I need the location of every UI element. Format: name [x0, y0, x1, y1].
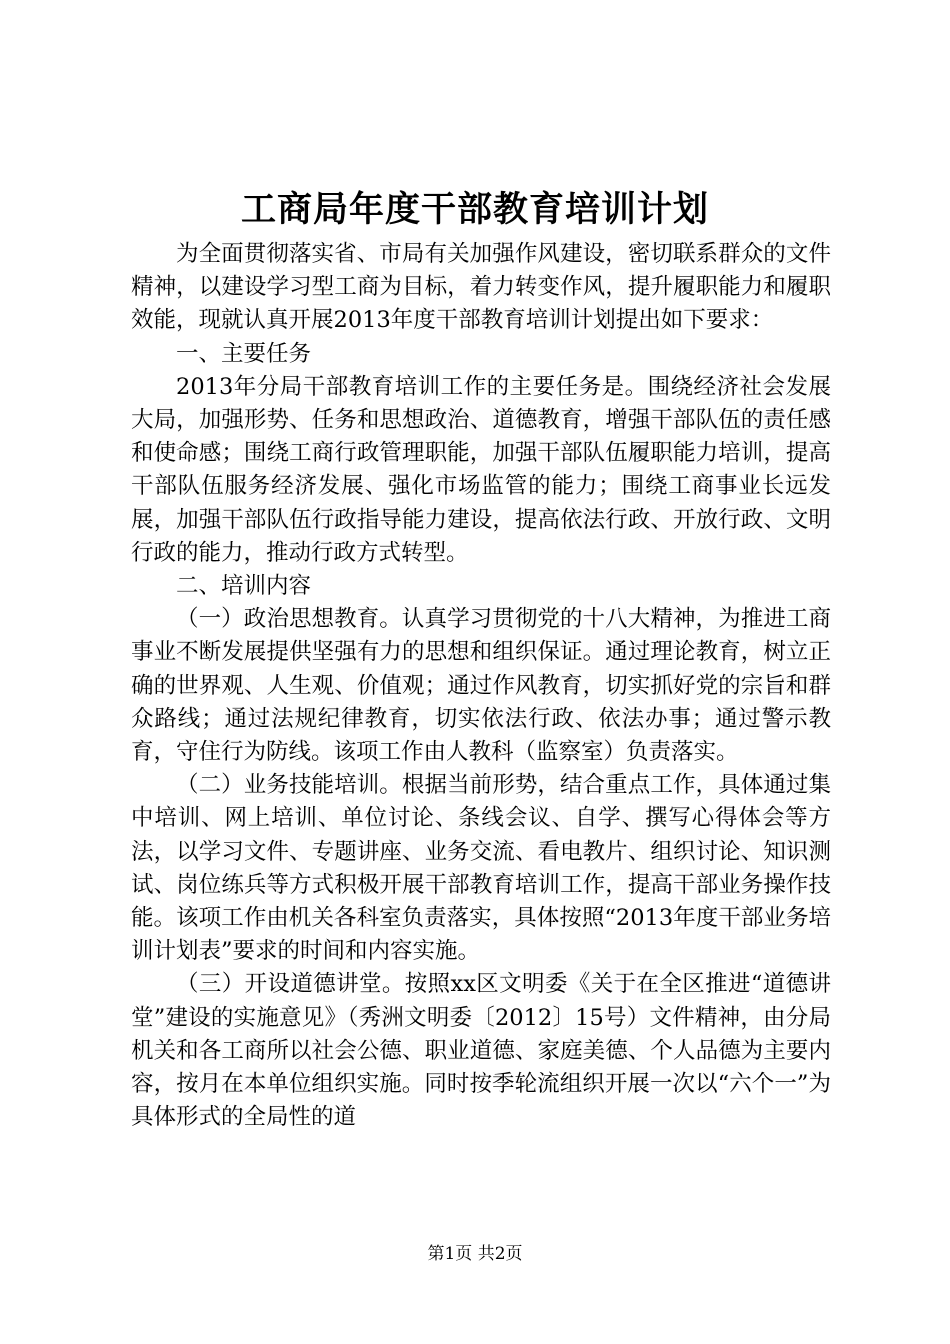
- main-tasks-paragraph: 2013年分局干部教育培训工作的主要任务是。围绕经济社会发展大局，加强形势、任务和思想政治、道德教育，增强干部队伍的责任感和使命感；围绕工商行政管理职能，加强干部队伍履职能力培训，提高干部队伍服务经济发展、强化市场监管的能力；围绕工商事业长远发展，加强干部队伍行政指导能力建设，提高依法行政、开放行政、文明行政的能力，推动行政方式转型。: [131, 373, 831, 566]
- skills-training-paragraph: （二）业务技能培训。根据当前形势，结合重点工作，具体通过集中培训、网上培训、单位讨论、条线会议、自学、撰写心得体会等方法，以学习文件、专题讲座、业务交流、看电教片、组织讨论、知识测试、岗位练兵等方式积极开展干部教育培训工作，提高干部业务操作技能。该项工作由机关各科室负责落实，具体按照“2013年度干部业务培训计划表”要求的时间和内容实施。: [131, 772, 831, 965]
- ethics-lecture-paragraph: （三）开设道德讲堂。按照xx区文明委《关于在全区推进“道德讲堂”建设的实施意见》（秀洲文明委〔2012〕15号）文件精神，由分局机关和各工商所以社会公德、职业道德、家庭美德、个人品德为主要内容，按月在本单位组织实施。同时按季轮流组织开展一次以“六个一”为具体形式的全局性的道: [131, 971, 831, 1131]
- document-body: [131, 238, 831, 1134]
- section-heading-main-tasks: 一、主要任务: [176, 340, 312, 367]
- political-education-paragraph: （一）政治思想教育。认真学习贯彻党的十八大精神，为推进工商事业不断发展提供坚强有力的思想和组织保证。通过理论教育，树立正确的世界观、人生观、价值观；通过作风教育，切实抓好党的宗旨和群众路线；通过法规纪律教育，切实依法行政、依法办事；通过警示教育，守住行为防线。该项工作由人教科（监察室）负责落实。: [131, 606, 831, 766]
- page-footer: 第1页 共2页: [427, 1244, 523, 1264]
- section-heading-training-content: 二、培训内容: [176, 573, 312, 600]
- intro-paragraph: 为全面贯彻落实省、市局有关加强作风建设，密切联系群众的文件精神，以建设学习型工商为目标，着力转变作风，提升履职能力和履职效能，现就认真开展2013年度干部教育培训计划提出如下要求：: [131, 241, 831, 334]
- document-title: 工商局年度干部教育培训计划: [240, 189, 709, 230]
